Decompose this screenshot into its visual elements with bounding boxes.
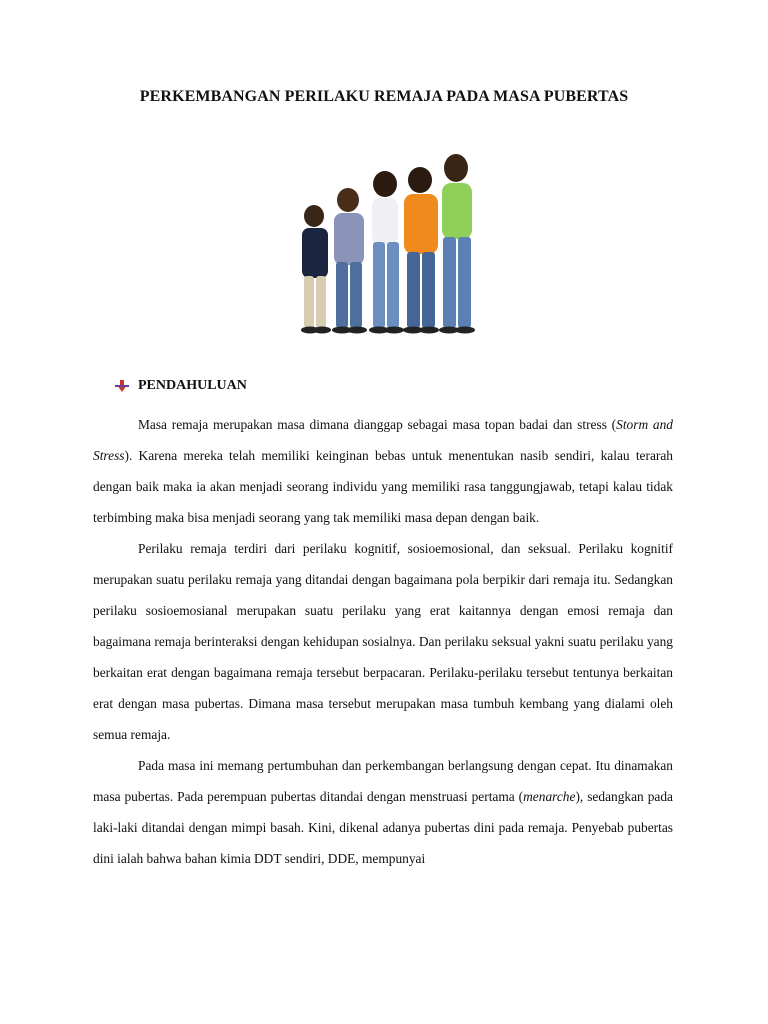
- paragraph-2: Perilaku remaja terdiri dari perilaku kognitif, sosioemosional, dan seksual. Perilaku kognitif merupakan suatu perilaku remaja yang ditandai dengan bagaimana pola berpikir dari remaja itu. Sedangkan perilaku sosioemosianal merupakan suatu perilaku yang erat kaitannya dengan emosi remaja dan bagaimana remaja berinteraksi dengan kehidupan sosialnya. Dan perilaku seksual yakni suatu perilaku yang berkaitan erat dengan bagaimana remaja tersebut berpacaran. Perilaku-perilaku tersebut tentunya berkaitan erat dengan masa pubertas. Dimana masa tersebut merupakan masa tumbuh kembang yang dialami oleh semua remaja.: [93, 541, 673, 742]
- paragraph-1: Masa remaja merupakan masa dimana dianggap sebagai masa topan badai dan stress (Storm and Stress). Karena mereka telah memiliki keinginan bebas untuk menentukan nasib sendiri, kalau terarah dengan baik maka ia akan menjadi seorang individu yang memiliki rasa tanggungjawab, tetapi kalau tidak terbimbing maka bisa menjadi seorang yang tak memiliki masa depan dengan baik.: [93, 417, 673, 525]
- section-heading-text: PENDAHULUAN: [138, 378, 247, 393]
- arrow-bullet-icon: [115, 379, 129, 393]
- children-height-line-image: [290, 152, 480, 338]
- paragraph-3: Pada masa ini memang pertumbuhan dan perkembangan berlangsung dengan cepat. Itu dinamakan masa pubertas. Pada perempuan pubertas ditandai dengan menstruasi pertama (menarche), sedangkan pada laki-laki ditandai dengan mimpi basah. Kini, dikenal adanya pubertas dini pada remaja. Penyebab pubertas dini ialah bahwa bahan kimia DDT sendiri, DDE, mempunyai: [93, 758, 673, 866]
- document-body: [93, 409, 673, 874]
- document-title: PERKEMBANGAN PERILAKU REMAJA PADA MASA PUBERTAS: [139, 88, 629, 105]
- section-heading: [115, 378, 247, 394]
